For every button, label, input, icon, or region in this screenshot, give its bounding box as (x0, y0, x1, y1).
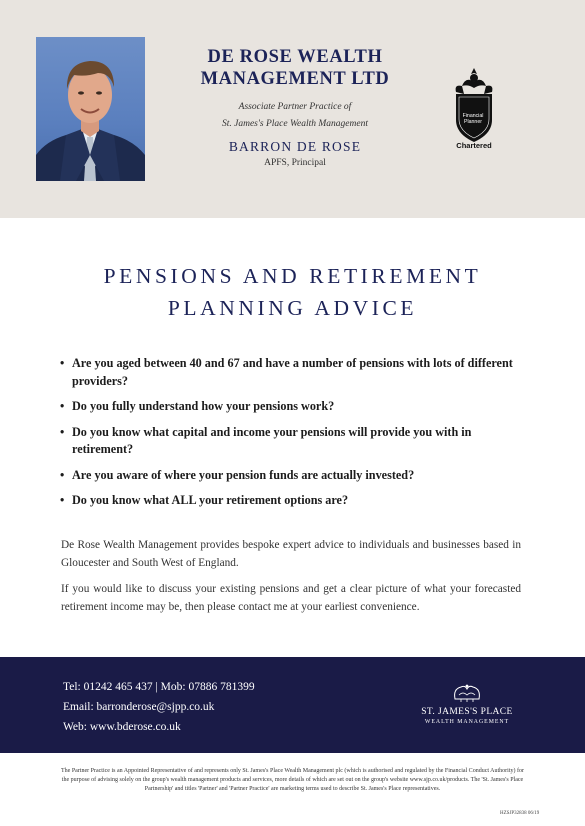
badge-caption: Chartered (456, 141, 492, 150)
company-name (180, 46, 410, 90)
page-title (40, 260, 545, 324)
badge-line1: Financial (462, 113, 484, 119)
contact-paragraph: If you would like to discuss your existing pensions and get a clear picture of what your forecasted retirement income may be, then please contact me at your earliest convenience. (61, 583, 521, 613)
disclaimer-text: The Partner Practice is an Appointed Representative of and represents only St. James's Place Wealth Management plc (which is authorised and regulated by the Financial Conduct Authority) for the purpose of advising solely on the group's wealth management products and services, more details of which are set out on the group's website www.sjp.co.uk/products. The 'St. James's Place Partnership' and titles 'Partner' and 'Partner Practice' are marketing terms used to describe St. James's Place representatives. (60, 768, 525, 792)
email-link[interactable]: Email: barronderose@sjpp.co.uk (63, 701, 215, 713)
person-name: BARRON DE ROSE (228, 139, 362, 154)
company-name-line1: DE ROSE WEALTH (207, 47, 383, 67)
badge-line2: Planner (464, 119, 482, 125)
intro-paragraph: De Rose Wealth Management provides bespoke expert advice to individuals and businesses based in Gloucester and South West of England. (61, 539, 521, 569)
sjp-name: ST. JAMES'S PLACE (421, 707, 513, 717)
questions-list (58, 355, 528, 518)
question-item: • Do you know what capital and income your pensions will provide you with in retirement? (58, 424, 528, 459)
associate-line2: St. James's Place Wealth Management (222, 119, 368, 129)
person-title: APFS, Principal (264, 158, 326, 168)
phone-text: Tel: 01242 465 437 | Mob: 07886 781399 (63, 681, 255, 693)
page-title-line1: PENSIONS AND RETIREMENT (103, 264, 482, 288)
question-item: • Are you aged between 40 and 67 and have a number of pensions with lots of different providers? (58, 355, 528, 390)
website-link[interactable]: Web: www.bderose.co.uk (63, 721, 181, 733)
associate-text (180, 99, 410, 133)
sjp-subtitle: WEALTH MANAGEMENT (424, 719, 510, 725)
associate-line1: Associate Partner Practice of (238, 102, 352, 112)
question-item: • Do you fully understand how your pensions work? (58, 398, 528, 416)
sjp-crest-icon (449, 681, 485, 705)
portrait-photo (36, 37, 145, 181)
sjp-logo (408, 681, 526, 725)
page-title-line2: PLANNING ADVICE (167, 296, 418, 320)
question-item: • Do you know what ALL your retirement options are? (58, 492, 528, 510)
company-name-line2: MANAGEMENT LTD (200, 69, 390, 89)
badge-text (456, 113, 490, 125)
contact-details (63, 677, 255, 737)
reference-code: HZSJP32838 06/19 (500, 811, 540, 816)
question-item: • Are you aware of where your pension funds are actually invested? (58, 467, 528, 485)
